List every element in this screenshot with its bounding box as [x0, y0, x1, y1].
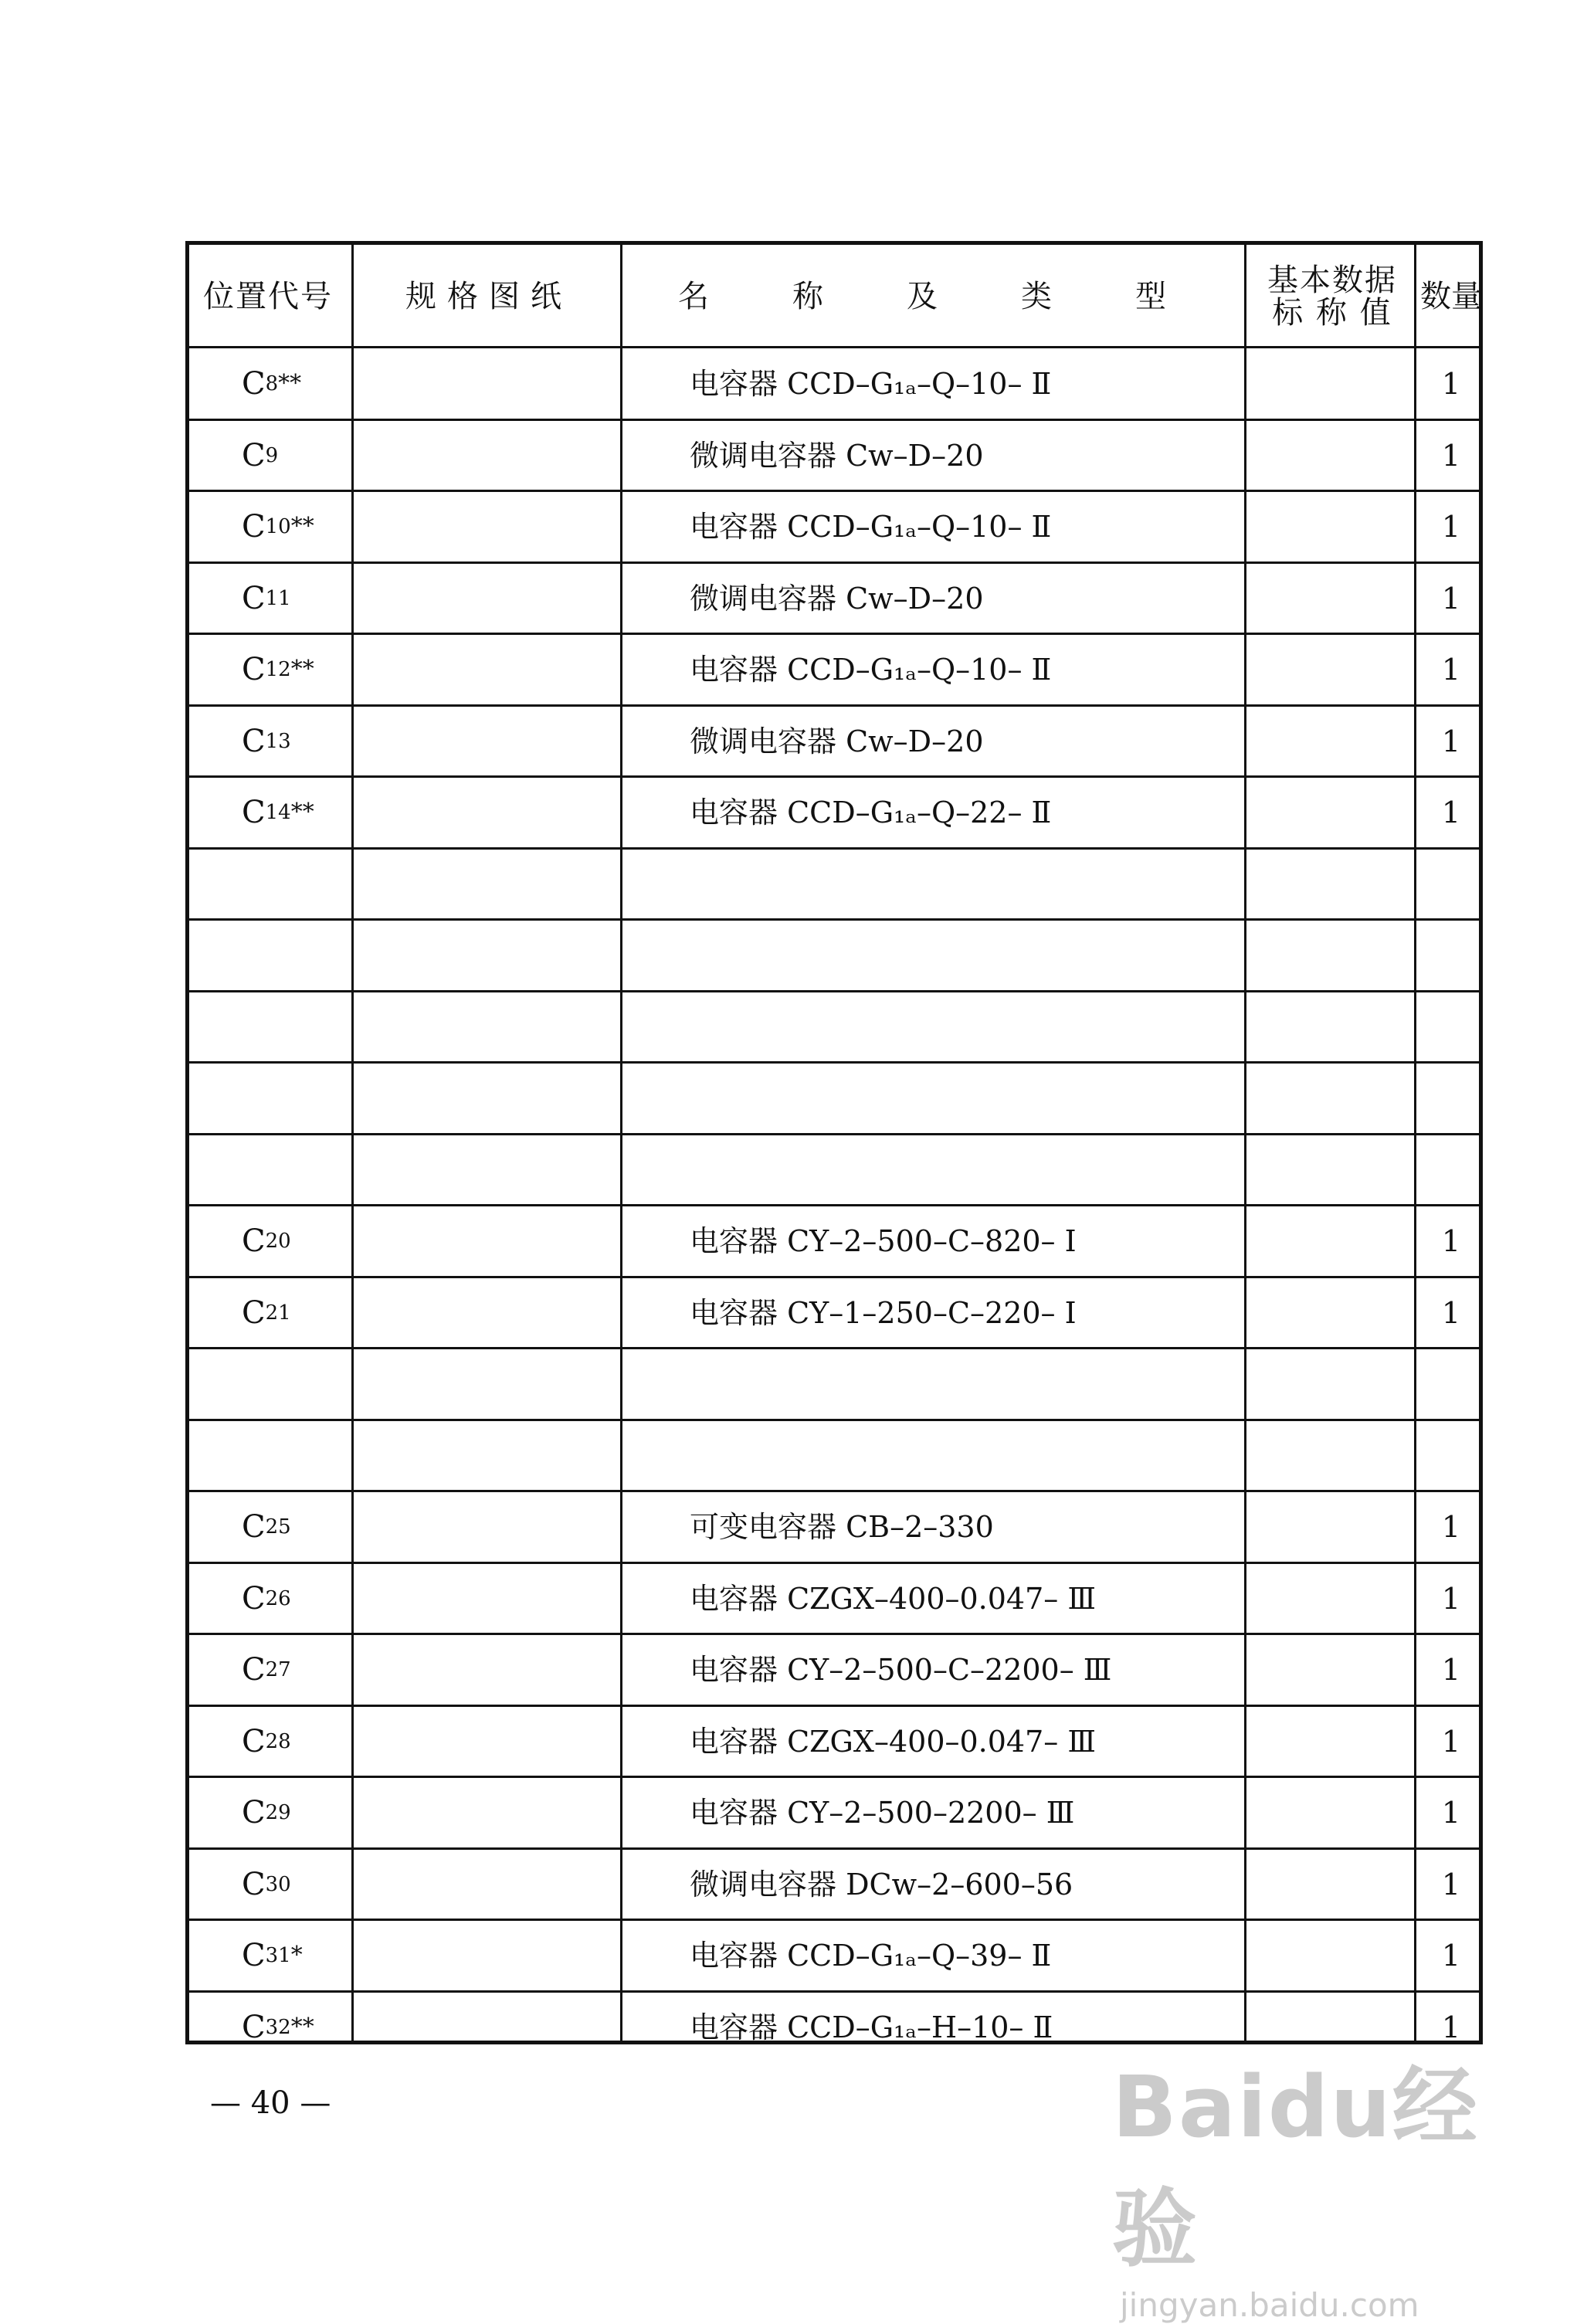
position-code-cell	[189, 1563, 351, 1635]
base-data-cell	[1250, 1777, 1414, 1849]
table-row	[189, 992, 1479, 1064]
component-name: 电容器 CCD–G₁ₐ–Q–39– Ⅱ	[690, 1939, 1052, 1973]
table-row	[189, 1206, 1479, 1277]
base-data-cell	[1250, 1063, 1414, 1135]
base-data-cell	[1250, 1277, 1414, 1349]
component-name: 电容器 CZGX–400–0.047– Ⅲ	[690, 1724, 1097, 1759]
base-data-cell	[1250, 1349, 1414, 1420]
quantity-cell	[1420, 1349, 1482, 1420]
quantity-cell	[1420, 1135, 1482, 1206]
watermark-url: jingyan.baidu.com	[1120, 2286, 1419, 2324]
position-code: C	[242, 366, 266, 402]
spec-drawing-cell	[358, 1063, 620, 1135]
position-code-subscript: 32	[265, 2015, 291, 2039]
position-code-cell	[189, 1135, 351, 1206]
header-position-code: 位置代号	[203, 278, 333, 314]
position-code: C	[242, 2009, 266, 2045]
table-row	[189, 1277, 1479, 1349]
quantity-cell: 1	[1441, 1224, 1461, 1259]
position-code-cell	[189, 563, 351, 635]
component-name	[626, 920, 1244, 992]
base-data-cell	[1250, 491, 1414, 563]
base-data-cell	[1250, 1706, 1414, 1778]
quantity-cell: 1	[1441, 724, 1461, 758]
base-data-cell	[1250, 348, 1414, 420]
position-code-cell	[189, 1706, 351, 1778]
base-data-cell	[1250, 992, 1414, 1064]
spec-drawing-cell	[358, 348, 620, 420]
position-code-cell	[189, 1277, 351, 1349]
spec-drawing-cell	[358, 1706, 620, 1778]
spec-drawing-cell	[358, 992, 620, 1064]
component-name: 电容器 CZGX–400–0.047– Ⅲ	[690, 1581, 1097, 1616]
position-code-cell	[189, 634, 351, 706]
position-code-mark: **	[290, 2013, 314, 2041]
table-row	[189, 563, 1479, 635]
position-code-mark: **	[278, 370, 302, 398]
spec-drawing-cell	[358, 1849, 620, 1921]
position-code-cell	[189, 849, 351, 921]
position-code-subscript: 8	[265, 372, 279, 396]
quantity-cell	[1420, 849, 1482, 921]
position-code-cell	[189, 1777, 351, 1849]
position-code-subscript: 26	[265, 1586, 291, 1610]
component-name: 电容器 CCD–G₁ₐ–Q–10– Ⅱ	[690, 510, 1052, 545]
position-code-cell	[189, 992, 351, 1064]
quantity-cell: 1	[1441, 438, 1461, 473]
position-code: C	[242, 1795, 266, 1831]
table-row	[189, 706, 1479, 778]
base-data-cell	[1250, 1491, 1414, 1563]
header-name-type: 名 称 及 类 型	[678, 278, 1192, 314]
component-name	[626, 1420, 1244, 1492]
quantity-cell	[1420, 1420, 1482, 1492]
component-name: 微调电容器 Cw–D–20	[690, 581, 984, 616]
position-code-subscript: 11	[265, 586, 291, 610]
parts-table	[185, 241, 1483, 2044]
component-name: 电容器 CY–1–250–C–220– Ⅰ	[690, 1295, 1077, 1330]
base-data-cell	[1250, 563, 1414, 635]
position-code-cell	[189, 1206, 351, 1277]
spec-drawing-cell	[358, 1992, 620, 2064]
position-code-subscript: 27	[265, 1658, 291, 1682]
position-code: C	[242, 795, 266, 831]
page-number: — 40 —	[210, 2085, 331, 2121]
component-name: 微调电容器 Cw–D–20	[690, 724, 984, 758]
quantity-cell: 1	[1441, 510, 1461, 545]
position-code-cell	[189, 777, 351, 849]
position-code-subscript: 25	[265, 1515, 291, 1539]
header-quantity: 数量	[1420, 278, 1482, 314]
component-name	[626, 849, 1244, 921]
position-code-cell	[189, 1992, 351, 2064]
table-row	[189, 1420, 1479, 1492]
watermark-logo: Baidu经验	[1112, 2058, 1479, 2278]
table-header	[189, 245, 1482, 348]
quantity-cell: 1	[1441, 1653, 1461, 1688]
component-name: 电容器 CCD–G₁ₐ–Q–10– Ⅱ	[690, 653, 1052, 687]
quantity-cell: 1	[1441, 1510, 1461, 1545]
position-code-subscript: 20	[265, 1230, 291, 1254]
position-code-mark: *	[290, 1942, 303, 1969]
base-data-cell	[1250, 920, 1414, 992]
position-code-cell	[189, 920, 351, 992]
base-data-cell	[1250, 1135, 1414, 1206]
position-code-mark: **	[290, 656, 314, 684]
quantity-cell: 1	[1441, 1581, 1461, 1616]
table-row	[189, 777, 1479, 849]
position-code-subscript: 12	[265, 658, 291, 682]
spec-drawing-cell	[358, 1634, 620, 1706]
position-code: C	[242, 437, 266, 473]
quantity-cell: 1	[1441, 1796, 1461, 1830]
spec-drawing-cell	[358, 634, 620, 706]
spec-drawing-cell	[358, 1491, 620, 1563]
position-code-cell	[189, 1491, 351, 1563]
position-code: C	[242, 1580, 266, 1617]
component-name: 微调电容器 DCw–2–600–56	[690, 1867, 1073, 1902]
position-code-subscript: 9	[265, 443, 279, 467]
component-name: 电容器 CCD–G₁ₐ–Q–22– Ⅱ	[690, 796, 1052, 830]
position-code: C	[242, 1223, 266, 1260]
table-row	[189, 1491, 1479, 1563]
position-code-cell	[189, 1849, 351, 1921]
position-code-subscript: 14	[265, 801, 291, 825]
header-base-data-line2: 标 称 值	[1272, 294, 1392, 331]
quantity-cell	[1420, 992, 1482, 1064]
spec-drawing-cell	[358, 1277, 620, 1349]
quantity-cell: 1	[1441, 653, 1461, 687]
component-name: 电容器 CCD–G₁ₐ–Q–10– Ⅱ	[690, 367, 1052, 402]
position-code: C	[242, 580, 266, 616]
table-row	[189, 1706, 1479, 1778]
position-code-cell	[189, 1634, 351, 1706]
quantity-cell: 1	[1441, 1939, 1461, 1973]
base-data-cell	[1250, 706, 1414, 778]
component-name: 电容器 CY–2–500–2200– Ⅲ	[690, 1796, 1075, 1830]
position-code: C	[242, 509, 266, 545]
quantity-cell: 1	[1441, 1867, 1461, 1902]
quantity-cell	[1420, 1063, 1482, 1135]
position-code: C	[242, 1652, 266, 1688]
table-row	[189, 1777, 1479, 1849]
header-base-data	[1250, 245, 1414, 348]
position-code-cell	[189, 420, 351, 492]
quantity-cell: 1	[1441, 581, 1461, 616]
table-row	[189, 1349, 1479, 1420]
spec-drawing-cell	[358, 1135, 620, 1206]
quantity-cell: 1	[1441, 2010, 1461, 2044]
position-code: C	[242, 1294, 266, 1331]
position-code-subscript: 31	[265, 1944, 291, 1968]
table-row	[189, 849, 1479, 921]
spec-drawing-cell	[358, 920, 620, 992]
quantity-cell: 1	[1441, 1295, 1461, 1330]
quantity-cell: 1	[1441, 367, 1461, 402]
component-name: 电容器 CY–2–500–C–820– Ⅰ	[690, 1224, 1077, 1259]
position-code-mark: **	[290, 799, 314, 826]
position-code: C	[242, 1509, 266, 1545]
table-row	[189, 1563, 1479, 1635]
spec-drawing-cell	[358, 706, 620, 778]
position-code-subscript: 28	[265, 1729, 291, 1753]
base-data-cell	[1250, 1920, 1414, 1992]
position-code-cell	[189, 348, 351, 420]
spec-drawing-cell	[358, 1563, 620, 1635]
table-row	[189, 634, 1479, 706]
watermark	[1112, 2039, 1498, 2324]
quantity-cell	[1420, 920, 1482, 992]
header-spec-drawing: 规格图纸	[405, 278, 572, 314]
base-data-cell	[1250, 420, 1414, 492]
component-name: 电容器 CCD–G₁ₐ–H–10– Ⅱ	[690, 2010, 1053, 2044]
table-row	[189, 1634, 1479, 1706]
component-name	[626, 1349, 1244, 1420]
base-data-cell	[1250, 1563, 1414, 1635]
spec-drawing-cell	[358, 1206, 620, 1277]
position-code-mark: **	[290, 513, 314, 541]
base-data-cell	[1250, 1634, 1414, 1706]
position-code-cell	[189, 1920, 351, 1992]
base-data-cell	[1250, 777, 1414, 849]
spec-drawing-cell	[358, 563, 620, 635]
spec-drawing-cell	[358, 1349, 620, 1420]
table-row	[189, 1135, 1479, 1206]
table-row	[189, 1849, 1479, 1921]
table-row	[189, 420, 1479, 492]
header-base-data-line1: 基本数据	[1267, 262, 1397, 298]
spec-drawing-cell	[358, 1920, 620, 1992]
base-data-cell	[1250, 1206, 1414, 1277]
position-code-cell	[189, 491, 351, 563]
position-code-cell	[189, 1063, 351, 1135]
position-code: C	[242, 1938, 266, 1974]
component-name: 可变电容器 CB–2–330	[690, 1510, 994, 1545]
spec-drawing-cell	[358, 777, 620, 849]
position-code-subscript: 30	[265, 1872, 291, 1896]
component-name	[626, 1063, 1244, 1135]
position-code: C	[242, 1866, 266, 1902]
position-code-cell	[189, 1420, 351, 1492]
position-code-subscript: 21	[265, 1301, 291, 1325]
spec-drawing-cell	[358, 1420, 620, 1492]
position-code-cell	[189, 1349, 351, 1420]
spec-drawing-cell	[358, 849, 620, 921]
table-row	[189, 1063, 1479, 1135]
base-data-cell	[1250, 849, 1414, 921]
spec-drawing-cell	[358, 420, 620, 492]
position-code-cell	[189, 706, 351, 778]
component-name: 微调电容器 Cw–D–20	[690, 438, 984, 473]
quantity-cell: 1	[1441, 796, 1461, 830]
table-row	[189, 491, 1479, 563]
quantity-cell: 1	[1441, 1724, 1461, 1759]
base-data-cell	[1250, 634, 1414, 706]
table-row	[189, 1920, 1479, 1992]
position-code: C	[242, 723, 266, 759]
position-code-subscript: 29	[265, 1801, 291, 1825]
table-row	[189, 348, 1479, 420]
spec-drawing-cell	[358, 491, 620, 563]
component-name: 电容器 CY–2–500–C–2200– Ⅲ	[690, 1653, 1112, 1688]
position-code: C	[242, 1723, 266, 1759]
base-data-cell	[1250, 1849, 1414, 1921]
component-name	[626, 1135, 1244, 1206]
position-code-subscript: 13	[265, 729, 291, 753]
component-name	[626, 992, 1244, 1064]
table-row	[189, 920, 1479, 992]
position-code-subscript: 10	[265, 515, 291, 539]
spec-drawing-cell	[358, 1777, 620, 1849]
base-data-cell	[1250, 1420, 1414, 1492]
position-code: C	[242, 652, 266, 688]
